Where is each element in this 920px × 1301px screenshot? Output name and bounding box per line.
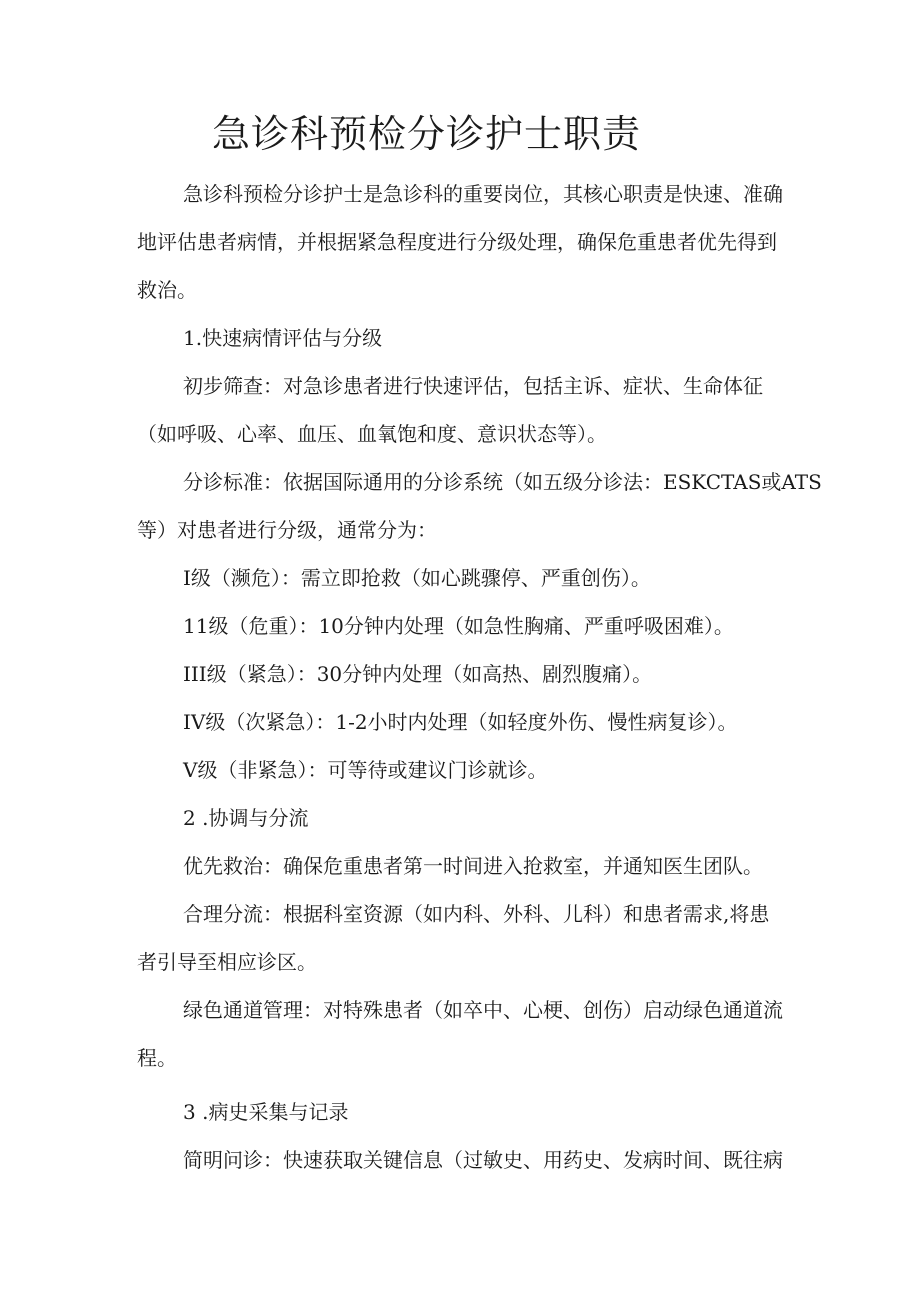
paragraph-line: （如呼吸、心率、血压、血氧饱和度、意识状态等）。 [137, 422, 607, 446]
intro-line-2: 地评估患者病情，并根据紧急程度进行分级处理，确保危重患者优先得到 [137, 230, 777, 254]
paragraph-line: 优先救治：确保危重患者第一时间进入抢救室，并通知医生团队。 [183, 854, 763, 878]
section-heading-3: 3 .病史采集与记录 [183, 1100, 349, 1124]
document-title: 急诊科预检分诊护士职责 [212, 112, 642, 156]
triage-level-5: V级（非紧急）：可等待或建议门诊就诊。 [183, 758, 548, 782]
paragraph-line: 初步筛查：对急诊患者进行快速评估，包括主诉、症状、生命体征 [183, 374, 763, 398]
paragraph-line: 者引导至相应诊区。 [137, 950, 317, 974]
section-heading-2: 2 .协调与分流 [183, 806, 309, 830]
paragraph-line: 等）对患者进行分级，通常分为： [137, 518, 437, 542]
triage-level-2: 11级（危重）：10分钟内处理（如急性胸痛、严重呼吸困难）。 [183, 614, 734, 638]
triage-level-3: III级（紧急）：30分钟内处理（如高热、剧烈腹痛）。 [183, 662, 653, 686]
triage-level-4: IV级（次紧急）：1-2小时内处理（如轻度外伤、慢性病复诊）。 [183, 710, 738, 734]
paragraph-line: 合理分流：根据科室资源（如内科、外科、儿科）和患者需求,将患 [183, 902, 770, 926]
intro-line-1: 急诊科预检分诊护士是急诊科的重要岗位，其核心职责是快速、准确 [183, 182, 783, 206]
section-heading-1: 1.快速病情评估与分级 [183, 326, 383, 350]
paragraph-line: 简明问诊：快速获取关键信息（过敏史、用药史、发病时间、既往病 [183, 1148, 783, 1172]
paragraph-line: 程。 [137, 1046, 177, 1070]
paragraph-line: 绿色通道管理：对特殊患者（如卒中、心梗、创伤）启动绿色通道流 [183, 998, 783, 1022]
intro-line-3: 救治。 [137, 278, 197, 302]
paragraph-line: 分诊标准：依据国际通用的分诊系统（如五级分诊法：ESKCTAS或ATS [183, 470, 822, 494]
triage-level-1: I级（濒危）：需立即抢救（如心跳骤停、严重创伤）。 [183, 566, 651, 590]
